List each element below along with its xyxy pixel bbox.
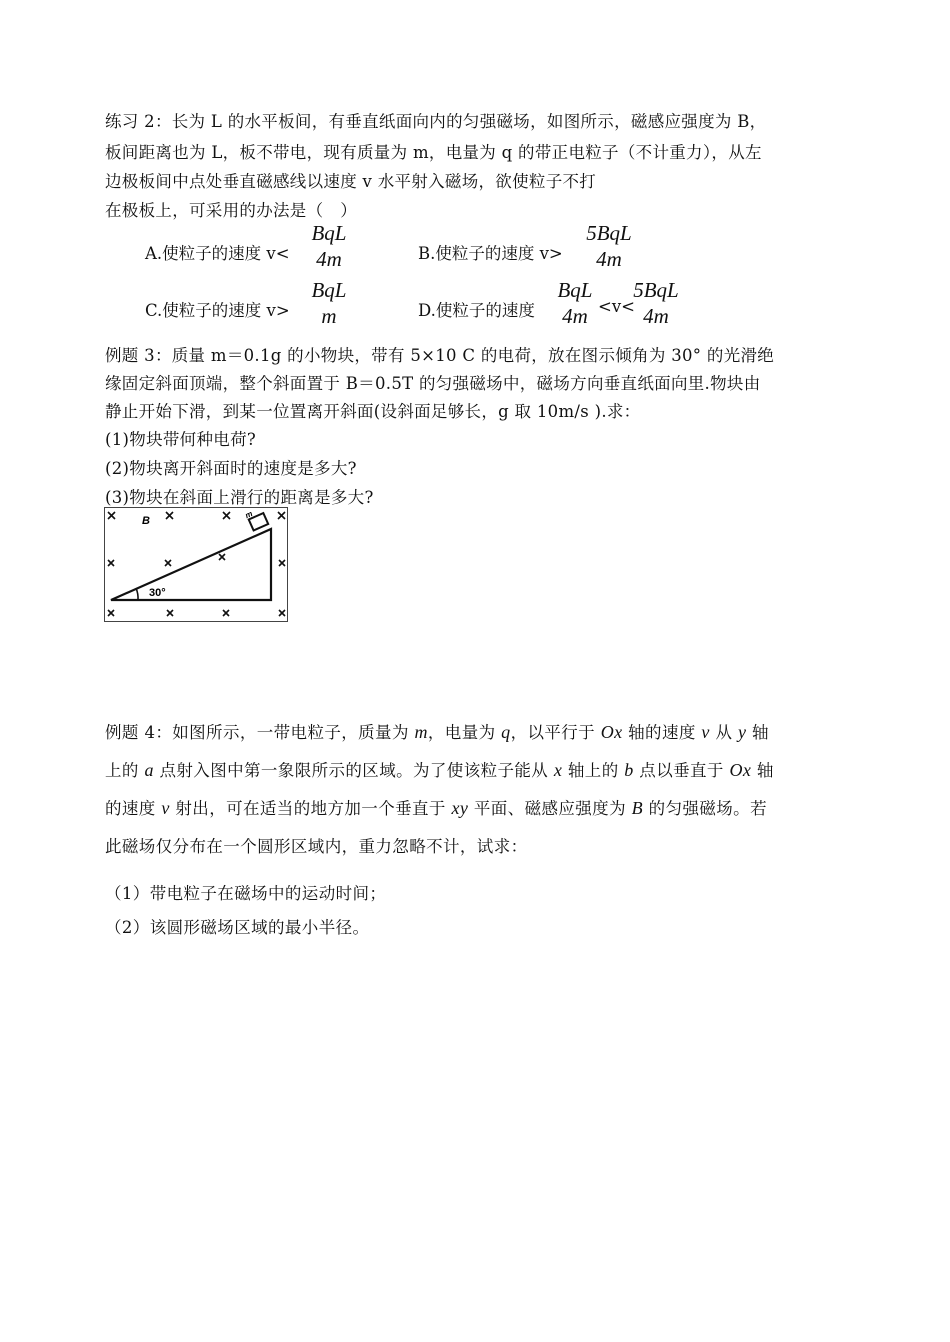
option-a-denominator: 4m [316,247,342,271]
var-v: v [161,798,170,818]
option-b-fraction [578,220,640,272]
var-v: v [701,722,710,742]
ex3-line-3: 静止开始下滑，到某一位置离开斜面(设斜面足够长，g 取 10m/s ).求： [105,402,641,421]
ex3-line-2: 缘固定斜面顶端，整个斜面置于 B＝0.5T 的匀强磁场中，磁场方向垂直纸面向里.物块由 [105,374,761,393]
var-x: x [553,760,563,780]
ex4-line-2 [105,757,774,781]
ex4-text: 点射入图中第一象限所示的区域。为了使该粒子能从 [153,761,554,780]
ex4-text: 轴 [751,761,774,780]
var-q: q [501,722,511,742]
var-y: y [738,722,747,742]
option-a-label: A.使粒子的速度 v< [145,244,290,263]
ex4-text: 的匀强磁场。若 [643,799,767,818]
option-b-numerator: 5BqL [586,221,632,245]
option-d-denominator-2: 4m [643,304,669,328]
option-d-fraction-2 [626,277,686,329]
option-c-denominator: m [321,304,337,328]
option-d-label: D.使粒子的速度 [418,301,535,320]
ex4-question-2: （2）该圆形磁场区域的最小半径。 [105,918,370,937]
var-b: b [624,760,634,780]
ex4-text: 上的 [105,761,145,780]
incline-figure [104,507,288,622]
option-c-label: C.使粒子的速度 v> [145,301,290,320]
option-b-label: B.使粒子的速度 v> [418,244,563,263]
ex3-line-1: 例题 3：质量 m＝0.1g 的小物块，带有 5×10 C 的电荷，放在图示倾角为 30° 的光滑绝 [105,346,775,365]
ex3-question-3: (3)物块在斜面上滑行的距离是多大? [105,488,374,507]
ex4-text: 平面、磁感应强度为 [468,799,632,818]
ex4-text: 从 [709,723,738,742]
ex4-line-3 [105,795,767,819]
var-ox: Ox [729,760,752,780]
ex4-text: 射出，可在适当的地方加一个垂直于 [169,799,452,818]
var-b-field: B [631,798,644,818]
option-d-middle: <v< [598,297,635,316]
ex4-text: 轴上的 [562,761,625,780]
ex4-text: 轴的速度 [622,723,702,742]
option-d-fraction-1 [551,277,599,329]
ex4-line-4: 此磁场仅分布在一个圆形区域内，重力忽略不计，试求： [105,837,528,856]
ex2-line-2: 板间距离也为 L，板不带电，现有质量为 m，电量为 q 的带正电粒子（不计重力），从左 [105,143,762,162]
ex4-text: ，电量为 [427,723,502,742]
option-b-denominator: 4m [596,247,622,271]
option-c-fraction [300,277,358,329]
ex4-text: ，以平行于 [510,723,601,742]
ex2-line-4: 在极板上，可采用的办法是（ ） [105,201,357,220]
field-label-b: B [142,515,150,527]
option-d-numerator-2: 5BqL [633,278,679,302]
var-xy: xy [451,798,469,818]
option-d-denominator-1: 4m [562,304,588,328]
ex4-text: 点以垂直于 [633,761,730,780]
var-ox: Ox [600,722,623,742]
var-m: m [414,722,428,742]
ex2-line-1: 练习 2：长为 L 的水平板间，有垂直纸面向内的匀强磁场，如图所示，磁感应强度为 B， [105,112,767,131]
ex3-question-2: (2)物块离开斜面时的速度是多大? [105,459,357,478]
var-a: a [144,760,154,780]
angle-label: 30° [149,587,166,599]
block-label: m [243,509,254,521]
ex4-line-1 [105,719,769,743]
option-d-numerator-1: BqL [557,278,593,302]
option-a-numerator: BqL [311,221,347,245]
ex2-line-3: 边极板间中点处垂直磁感线以速度 v 水平射入磁场，欲使粒子不打 [105,172,597,191]
ex4-question-1: （1）带电粒子在磁场中的运动时间； [105,884,387,903]
ex4-text: 例题 4：如图所示，一带电粒子，质量为 [105,723,415,742]
ex3-question-1: (1)物块带何种电荷? [105,430,257,449]
ex4-text: 轴 [746,723,769,742]
option-a-fraction [300,220,358,272]
option-c-numerator: BqL [311,278,347,302]
ex4-text: 的速度 [105,799,162,818]
